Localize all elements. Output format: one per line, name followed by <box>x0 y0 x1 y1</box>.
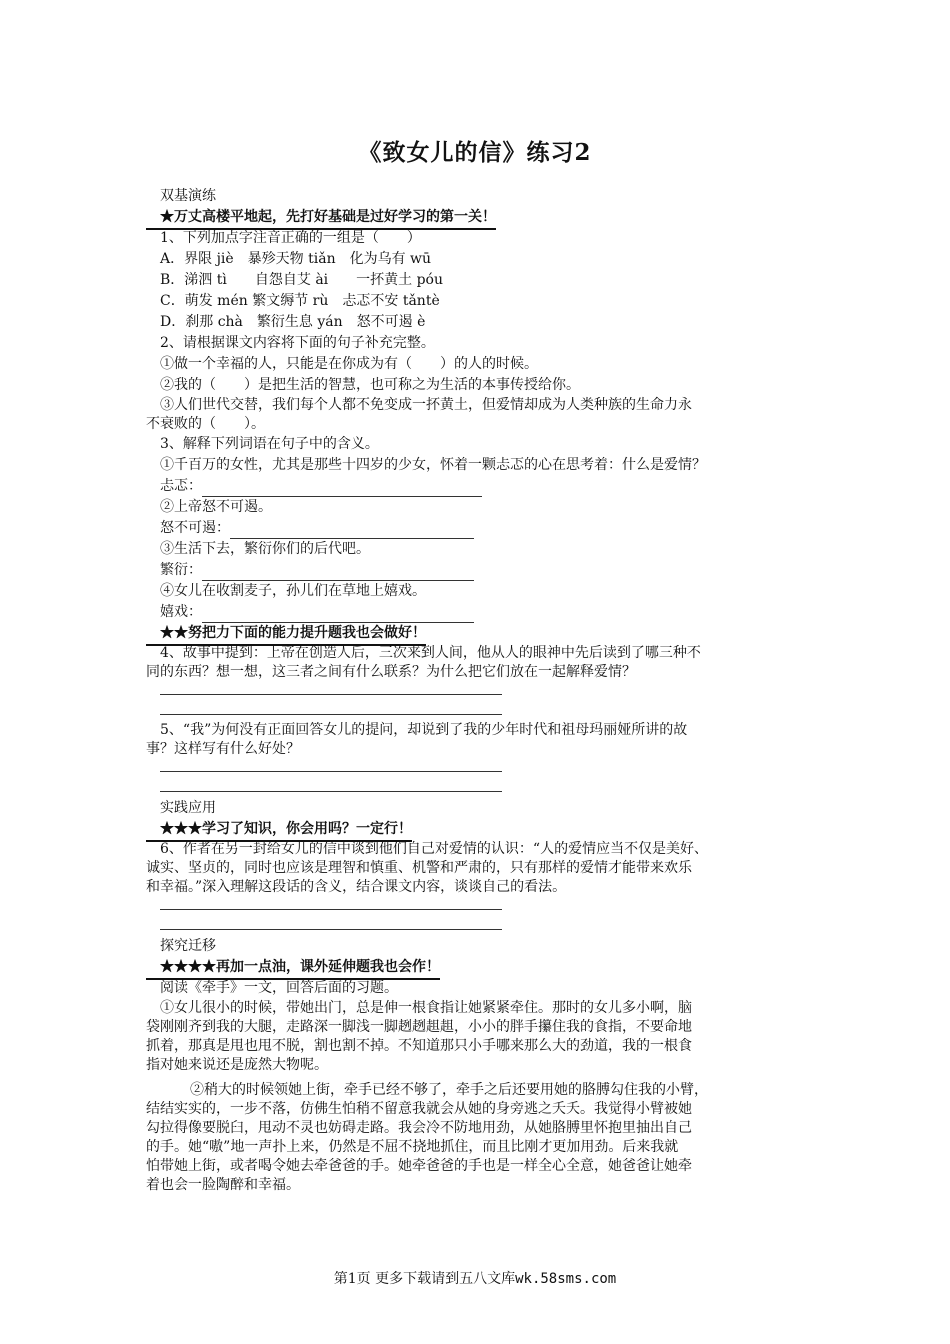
option-text: 自怨自艾 <box>226 272 316 288</box>
pinyin: wū <box>410 251 432 267</box>
question-1-option-b <box>146 270 826 291</box>
question-3-word-4 <box>146 602 826 623</box>
answer-blank[interactable] <box>202 608 474 623</box>
paragraph-1-line-1: ①女儿很小的时候，带她出门，总是伸一根食指让她紧紧牵住。那时的女儿多小啊，脑 <box>160 1000 692 1016</box>
option-text: 怒不可遏 <box>342 314 418 330</box>
question-5-line-1: 5、“我”为何没有正面回答女儿的提问，却说到了我的少年时代和祖母玛丽娅所讲的故 <box>160 722 688 738</box>
pinyin: tǎntè <box>402 293 440 309</box>
question-2-stem: 2、请根据课文内容将下面的句子补充完整。 <box>160 335 435 351</box>
paragraph-1-line-4: 指对她来说还是庞然大物呢。 <box>146 1057 328 1073</box>
section-banner-3: ★★★学习了知识，你会用吗？一定行！ <box>146 819 412 842</box>
question-1-option-d <box>146 312 826 333</box>
question-5-line-2: 事？这样写有什么好处？ <box>146 741 300 757</box>
pinyin: jiè <box>216 251 234 267</box>
question-1-stem: 1、下列加点字注音正确的一组是（ ） <box>160 230 421 246</box>
question-1-option-a <box>146 249 826 270</box>
paragraph-1-line-2: 袋刚刚齐到我的大腿，走路深一脚浅一脚趔趔趄趄，小小的胖手攥住我的食指，不要命地 <box>146 1019 692 1035</box>
paragraph-2-line-3: 勾拉得像要脱臼，甩动不灵也妨碍走路。我会冷不防地用劲，从她胳膊里怀抱里抽出自己 <box>146 1120 692 1136</box>
pinyin: rù <box>312 293 329 309</box>
section-heading-practice: 实践应用 <box>160 800 216 816</box>
option-text: 暴殄天物 <box>233 251 309 267</box>
section-heading-basics: 双基演练 <box>160 188 216 204</box>
paragraph-2-line-6: 着也会一脸陶醉和幸福。 <box>146 1177 300 1193</box>
word-label: 嬉戏： <box>160 604 202 620</box>
question-4-line-2: 同的东西？想一想，这三者之间有什么联系？为什么把它们放在一起解释爱情？ <box>146 664 636 680</box>
question-3-stem: 3、解释下列词语在句子中的含义。 <box>160 436 379 452</box>
section-banner-1: ★万丈高楼平地起，先打好基础是过好学习的第一关！ <box>146 207 496 230</box>
question-3-sentence-2: ②上帝怒不可遏。 <box>160 499 272 515</box>
pinyin: ài <box>315 272 329 288</box>
option-text: 化为乌有 <box>335 251 411 267</box>
question-3-word-2 <box>146 518 826 539</box>
paragraph-1-line-3: 抓着，那真是甩也甩不脱，割也割不掉。不知道那只小手哪来那么大的劲道，我的一根食 <box>146 1038 692 1054</box>
paragraph-2-line-1: ②稍大的时候领她上街，牵手已经不够了，牵手之后还要用她的胳膊勾住我的小臂， <box>190 1082 708 1098</box>
question-3-sentence-4: ④女儿在收割麦子，孙儿们在草地上嬉戏。 <box>160 583 426 599</box>
answer-blank[interactable] <box>202 566 474 581</box>
option-text: 繁衍生息 <box>242 314 318 330</box>
question-2-sentence-2: ②我的（ ）是把生活的智慧，也可称之为生活的本事传授给你。 <box>160 377 580 393</box>
paragraph-2-line-5: 怕带她上街，或者喝令她去牵爸爸的手。她牵爸爸的手也是一样全心全意，她爸爸让她牵 <box>146 1158 692 1174</box>
section-heading-explore: 探究迁移 <box>160 938 216 954</box>
option-text: A．界限 <box>160 251 217 267</box>
question-1-option-c <box>146 291 826 312</box>
section-banner-4: ★★★★再加一点油，课外延伸题我也会作！ <box>146 957 440 980</box>
answer-blank[interactable] <box>202 482 482 497</box>
section-banner-2: ★★努把力下面的能力提升题我也会做好！ <box>146 623 426 646</box>
question-2-sentence-1: ①做一个幸福的人，只能是在你成为有（ ）的人的时候。 <box>160 356 538 372</box>
pinyin: tì <box>216 272 227 288</box>
option-text: C．萌发 <box>160 293 218 309</box>
content-body <box>146 186 826 1195</box>
question-3-sentence-1: ①千百万的女性，尤其是那些十四岁的少女，怀着一颗忐忑的心在思考着：什么是爱情？ <box>160 457 706 473</box>
pinyin: mén <box>217 293 248 309</box>
option-text: D．刹那 <box>160 314 218 330</box>
word-label: 繁衍： <box>160 562 202 578</box>
question-6-line-2: 诚实、坚贞的，同时也应该是理智和慎重、机警和严肃的，只有那样的爱情才能带来欢乐 <box>146 860 692 876</box>
word-label: 怒不可遏： <box>160 520 230 536</box>
question-3-word-3 <box>146 560 826 581</box>
question-3-sentence-3: ③生活下去，繁衍你们的后代吧。 <box>160 541 370 557</box>
option-text: 一抔黄土 <box>328 272 417 288</box>
option-text: B．涕泗 <box>160 272 217 288</box>
option-text: 忐忑不安 <box>328 293 403 309</box>
page-title: 《致女儿的信》练习2 <box>358 139 592 166</box>
pinyin: yán <box>317 314 343 330</box>
question-4-line-1: 4、故事中提到：上帝在创造人后，三次来到人间，他从人的眼神中先后读到了哪三种不 <box>160 645 701 661</box>
paragraph-2-line-2: 结结实实的，一步不落，仿佛生怕稍不留意我就会从她的身旁逃之夭夭。我觉得小臂被她 <box>146 1101 692 1117</box>
answer-blank[interactable] <box>230 524 474 539</box>
pinyin: chà <box>217 314 243 330</box>
option-text: 繁文缛节 <box>247 293 313 309</box>
paragraph-2-line-4: 的手。她“嗷”地一声扑上来，仍然是不屈不挠地抓住，而且比刚才更加用劲。后来我就 <box>146 1139 679 1155</box>
question-3-word-1 <box>146 476 826 497</box>
question-2-sentence-3a: ③人们世代交替，我们每个人都不免变成一抔黄土，但爱情却成为人类种族的生命力永 <box>160 397 692 413</box>
question-2-sentence-3b: 不衰败的（ ）。 <box>146 416 265 432</box>
pinyin: è <box>417 314 426 330</box>
reading-intro: 阅读《牵手》一文，回答后面的习题。 <box>160 980 398 996</box>
question-6-line-3: 和幸福。”深入理解这段话的含义，结合课文内容，谈谈自己的看法。 <box>146 879 567 895</box>
page-footer <box>0 1268 950 1288</box>
pinyin: póu <box>416 272 444 288</box>
question-6-line-1: 6、作者在另一封给女儿的信中谈到他们自己对爱情的认识：“人的爱情应当不仅是美好、 <box>160 841 709 857</box>
footer-text: 第1页 更多下载请到五八文库 <box>333 1271 516 1287</box>
word-label: 忐忑： <box>160 478 202 494</box>
pinyin: tiǎn <box>308 251 336 267</box>
footer-link[interactable]: wk.58sms.com <box>515 1271 617 1287</box>
